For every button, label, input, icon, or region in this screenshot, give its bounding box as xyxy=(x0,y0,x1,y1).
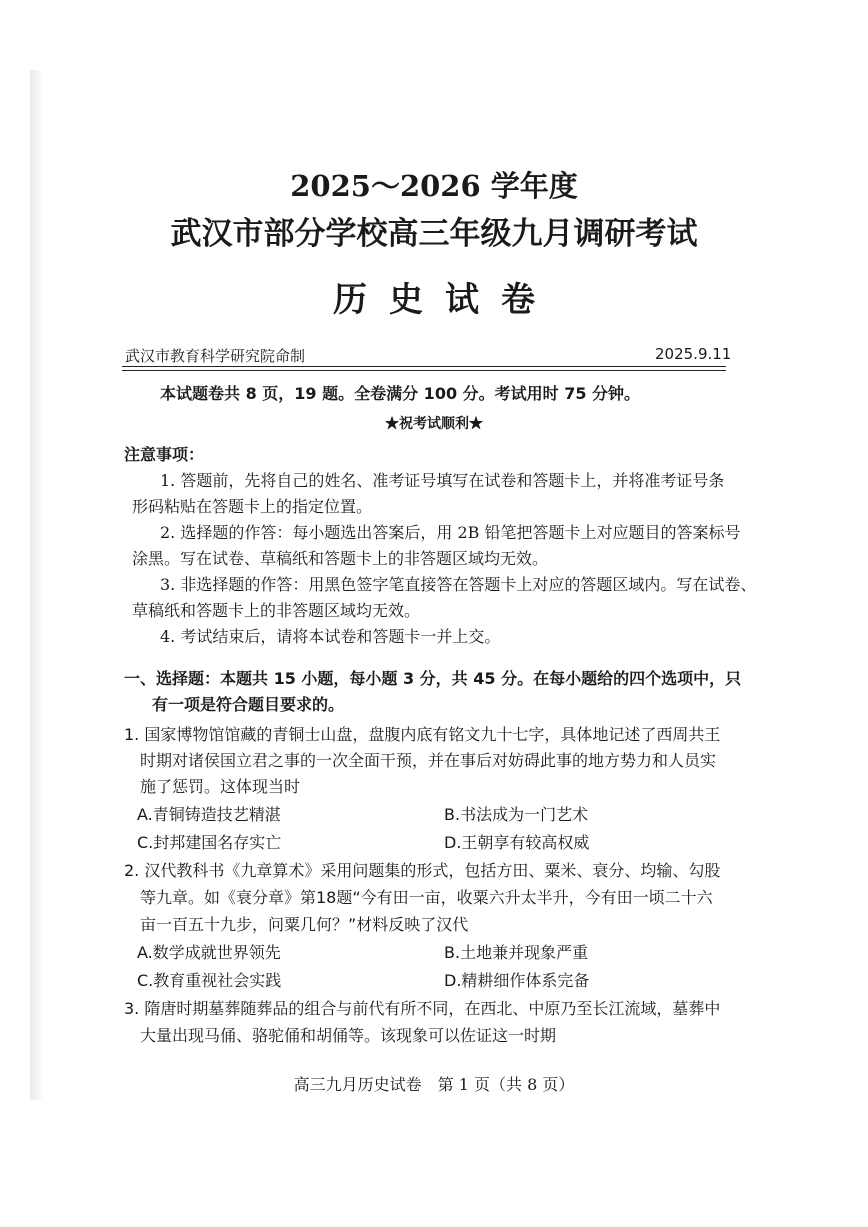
exam-date: 2025.9.11 xyxy=(655,345,732,363)
good-luck-banner: ★祝考试顺利★ xyxy=(385,416,483,432)
notice-line: 形码粘贴在答题卡上的指定位置。 xyxy=(132,497,373,516)
publisher: 武汉市教育科学研究院命制 xyxy=(125,347,306,365)
question-1-stem: 时期对诸侯国立君之事的一次全面干预，并在事后对妨碍此事的地方势力和人员实 xyxy=(140,751,717,770)
notice-line: 2. 选择题的作答：每小题选出答案后，用 2B 铅笔把答题卡上对应题目的答案标号 xyxy=(160,523,741,542)
question-2-stem: 亩一百五十九步，问粟几何？”材料反映了汉代 xyxy=(140,915,469,934)
notice-heading: 注意事项： xyxy=(124,445,205,464)
header-rule-top xyxy=(122,366,726,367)
notice-line: 3. 非选择题的作答：用黑色签字笔直接答在答题卡上对应的答题区域内。写在试卷、 xyxy=(160,575,757,594)
question-3-stem: 3. 隋唐时期墓葬随葬品的组合与前代有所不同，在西北、中原乃至长江流域，墓葬中 xyxy=(124,999,721,1018)
question-2-option-a: A.数学成就世界领先 xyxy=(137,943,281,962)
section-heading-cont: 有一项是符合题目要求的。 xyxy=(152,695,345,714)
question-2-option-d: D.精耕细作体系完备 xyxy=(444,971,590,990)
exam-subject: 历史试卷 xyxy=(333,280,557,320)
question-1-option-c: C.封邦建国名存实亡 xyxy=(137,833,282,852)
header-rule-bottom xyxy=(122,370,726,371)
exam-title: 武汉市部分学校高三年级九月调研考试 xyxy=(170,216,698,252)
question-3-stem: 大量出现马俑、骆驼俑和胡俑等。该现象可以佐证这一时期 xyxy=(140,1026,557,1045)
section-heading: 一、选择题：本题共 15 小题，每小题 3 分，共 45 分。在每小题给的四个选项中，只 xyxy=(124,669,742,688)
notice-line: 1. 答题前，先将自己的姓名、准考证号填写在试卷和答题卡上，并将准考证号条 xyxy=(160,471,725,490)
question-2-stem: 等九章。如《衰分章》第18题“今有田一亩，收粟六升太半升，今有田一顷二十六 xyxy=(140,888,713,907)
notice-line: 涂黑。写在试卷、草稿纸和答题卡上的非答题区域均无效。 xyxy=(132,549,549,568)
page-footer: 高三九月历史试卷 第 1 页（共 8 页） xyxy=(293,1075,575,1094)
question-2-stem: 2. 汉代教科书《九章算术》采用问题集的形式，包括方田、粟米、衰分、均输、勾股 xyxy=(124,861,721,880)
exam-summary: 本试题卷共 8 页，19 题。全卷满分 100 分。考试用时 75 分钟。 xyxy=(160,384,641,403)
question-1-stem: 1. 国家博物馆馆藏的青铜士山盘，盘腹内底有铭文九十七字，具体地记述了西周共王 xyxy=(124,725,721,744)
question-1-option-b: B.书法成为一门艺术 xyxy=(444,805,589,824)
question-2-option-c: C.教育重视社会实践 xyxy=(137,971,282,990)
question-1-stem: 施了惩罚。这体现当时 xyxy=(140,777,301,796)
notice-line: 草稿纸和答题卡上的非答题区域均无效。 xyxy=(132,601,421,620)
question-1-option-a: A.青铜铸造技艺精湛 xyxy=(137,805,281,824)
exam-year: 2025～2026 学年度 xyxy=(290,169,578,203)
notice-line: 4. 考试结束后，请将本试卷和答题卡一并上交。 xyxy=(160,627,501,646)
question-2-option-b: B.土地兼并现象严重 xyxy=(444,943,589,962)
question-1-option-d: D.王朝享有较高权威 xyxy=(444,833,590,852)
